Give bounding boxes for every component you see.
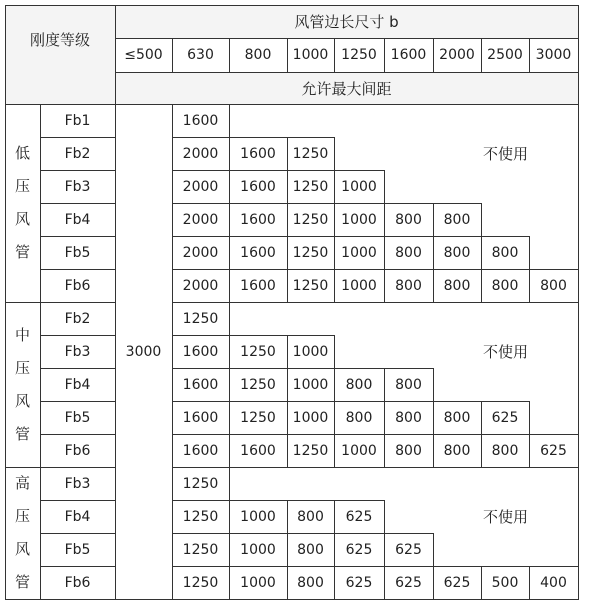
grid-line (433, 401, 434, 435)
grid-line (578, 566, 579, 600)
grid-line (5, 599, 579, 600)
grid-line (40, 335, 116, 336)
value-cell: 1600 (182, 376, 219, 393)
grade-cell: Fb6 (64, 442, 91, 459)
grid-line (334, 203, 335, 237)
grid-line (287, 368, 288, 402)
grid-line (287, 434, 288, 468)
value-cell: 1250 (292, 211, 329, 228)
size-col-5: 1600 (390, 47, 427, 63)
grade-cell: Fb3 (64, 475, 91, 492)
value-cell: 2000 (182, 277, 219, 294)
grid-line (334, 236, 335, 270)
value-cell: 800 (395, 211, 422, 228)
grid-line (334, 566, 335, 600)
grid-line (384, 401, 385, 435)
grid-line (287, 533, 288, 567)
grade-cell: Fb5 (64, 409, 91, 426)
grade-cell: Fb4 (64, 211, 91, 228)
value-cell: 1000 (240, 508, 276, 525)
value-cell: 1250 (240, 376, 276, 393)
grid-line (287, 170, 288, 204)
grid-line (40, 401, 116, 402)
value-cell: 1000 (341, 244, 377, 261)
value-cell: 800 (395, 442, 422, 459)
value-cell: 800 (491, 442, 519, 459)
grid-line (529, 38, 530, 73)
grid-line (433, 434, 434, 468)
grid-line (40, 170, 116, 171)
value-cell: 1250 (292, 277, 329, 294)
grid-line (229, 467, 230, 501)
grid-line (172, 368, 434, 369)
value-cell: 625 (395, 541, 422, 558)
grid-line (229, 401, 230, 435)
grid-line (334, 38, 335, 73)
value-cell: 1600 (182, 409, 219, 426)
grid-line (334, 269, 335, 303)
value-cell: 1600 (240, 145, 276, 162)
grid-line (229, 236, 230, 270)
not-used-label-1: 不使用 (482, 343, 528, 361)
grid-line (229, 104, 230, 138)
spacing-header-label: 允许最大间距 (301, 79, 392, 98)
size-col-2: 800 (244, 47, 272, 63)
value-cell: 800 (443, 442, 471, 459)
grid-line (172, 500, 385, 501)
grid-line (229, 434, 230, 468)
grid-line (433, 269, 434, 303)
value-cell: 1250 (292, 442, 329, 459)
size-col-8: 3000 (535, 47, 572, 63)
grid-line (529, 401, 530, 435)
grid-line (334, 368, 335, 402)
grade-cell: Fb5 (64, 244, 91, 261)
grade-cell: Fb2 (64, 145, 91, 162)
grid-line (172, 566, 579, 567)
value-cell: 1250 (182, 541, 219, 558)
grid-line (481, 38, 482, 73)
grid-line (481, 203, 482, 237)
value-cell: 1000 (341, 211, 377, 228)
grid-line (384, 500, 385, 534)
grid-line (172, 203, 482, 204)
grid-line (172, 335, 335, 336)
grid-line (229, 38, 230, 73)
grid-line (433, 203, 434, 237)
grid-line (334, 533, 335, 567)
value-cell: 1000 (341, 442, 377, 459)
grade-cell: Fb4 (64, 376, 91, 393)
grade-cell: Fb3 (64, 178, 91, 195)
grid-line (229, 368, 230, 402)
size-col-1: 630 (187, 47, 214, 63)
value-cell: 1600 (182, 343, 219, 360)
value-cell: 800 (443, 244, 471, 261)
size-header-label: 风管边长尺寸 b (294, 13, 399, 31)
group-name-char: 低 (14, 144, 30, 162)
grid-line (578, 434, 579, 468)
value-cell: 800 (443, 211, 471, 228)
value-cell: 800 (491, 277, 519, 294)
group-name-2 (5, 467, 40, 599)
value-cell: 625 (491, 409, 519, 426)
value-cell: 1600 (182, 112, 219, 129)
group-name-char: 管 (14, 424, 30, 443)
value-cell: 1000 (341, 178, 377, 195)
grid-line (40, 566, 116, 567)
group-name-char: 管 (14, 573, 30, 591)
value-cell: 1250 (240, 343, 276, 360)
value-cell: 1250 (182, 508, 219, 525)
grid-line (172, 236, 530, 237)
grid-line (334, 170, 335, 204)
value-cell: 800 (345, 409, 373, 426)
size-col-3: 1000 (292, 47, 329, 63)
value-cell: 625 (345, 508, 373, 525)
grid-line (172, 302, 579, 303)
value-cell: 800 (540, 277, 567, 294)
grade-cell: Fb4 (64, 508, 91, 525)
grade-cell: Fb3 (64, 343, 91, 360)
grid-line (172, 104, 173, 600)
grid-line (384, 368, 385, 402)
group-name-char: 风 (14, 540, 30, 558)
grid-line (229, 566, 230, 600)
value-cell: 800 (491, 244, 519, 261)
grid-line (40, 236, 116, 237)
grid-line (481, 566, 482, 600)
grid-line (433, 38, 434, 73)
grid-line (172, 302, 230, 303)
grid-line (172, 467, 230, 468)
group-name-char: 中 (14, 325, 30, 344)
value-cell: 800 (395, 277, 422, 294)
grid-line (40, 500, 116, 501)
grid-line (529, 269, 530, 303)
grid-line (529, 566, 530, 600)
grid-line (384, 236, 385, 270)
value-cell: 1000 (240, 541, 276, 558)
grid-line (384, 203, 385, 237)
value-cell: 1250 (292, 244, 329, 261)
grid-line (334, 500, 335, 534)
grid-line (40, 203, 116, 204)
grid-line (40, 269, 116, 270)
size-col-4: 1250 (341, 47, 377, 63)
grade-cell: Fb2 (64, 310, 91, 327)
grid-line (40, 104, 116, 105)
grid-line (229, 170, 230, 204)
grid-line (229, 302, 230, 336)
grid-line (229, 203, 230, 237)
value-cell: 800 (395, 409, 422, 426)
value-cell: 625 (540, 442, 567, 459)
grade-cell: Fb5 (64, 541, 91, 558)
size-col-7: 2500 (487, 47, 523, 63)
grid-line (287, 269, 288, 303)
grid-line (433, 236, 434, 270)
value-cell: 2000 (182, 178, 219, 195)
group-name-char: 压 (14, 358, 30, 377)
grid-line (172, 104, 230, 105)
value-cell: 1600 (240, 277, 276, 294)
group-name-char: 压 (14, 507, 30, 525)
grade-header-label: 刚度等级 (29, 31, 90, 49)
grid-line (172, 170, 385, 171)
group-name-0 (5, 104, 40, 302)
value-cell: 2000 (182, 211, 219, 228)
group-name-1 (5, 302, 40, 467)
grid-line (384, 566, 385, 600)
grid-line (529, 236, 530, 270)
value-cell: 1250 (292, 145, 329, 162)
grid-line (40, 467, 116, 468)
grid-line (172, 137, 335, 138)
value-cell: 800 (395, 376, 422, 393)
group-name-char: 管 (14, 243, 30, 261)
grid-line (40, 302, 116, 303)
group-name-char: 风 (14, 210, 30, 228)
value-cell: 625 (443, 574, 471, 591)
grid-line (334, 137, 335, 171)
grid-line (287, 500, 288, 534)
value-cell: 1600 (182, 442, 219, 459)
grid-line (481, 434, 482, 468)
group-name-char: 压 (14, 177, 30, 195)
value-cell: 625 (395, 574, 422, 591)
grade-cell: Fb6 (64, 574, 91, 591)
grid-line (172, 533, 434, 534)
value-cell: 1000 (292, 343, 329, 360)
value-cell: 1250 (182, 574, 219, 591)
value-cell: 2000 (182, 145, 219, 162)
grade-cell: Fb1 (64, 112, 91, 129)
grid-line (433, 566, 434, 600)
grid-line (334, 434, 335, 468)
value-cell: 800 (297, 574, 324, 591)
value-cell: 500 (491, 574, 519, 591)
grid-line (578, 269, 579, 303)
grid-line (433, 368, 434, 402)
value-cell: 625 (345, 574, 373, 591)
grid-line (172, 269, 579, 270)
not-used-label-2: 不使用 (482, 508, 528, 526)
grid-line (384, 38, 385, 73)
grid-line (115, 72, 579, 73)
value-cell: 625 (345, 541, 373, 558)
grid-line (172, 401, 530, 402)
value-cell: 1600 (240, 442, 276, 459)
grid-line (287, 203, 288, 237)
grid-line (229, 137, 230, 171)
value-cell: 400 (540, 574, 567, 591)
grid-line (229, 269, 230, 303)
value-cell: 800 (345, 376, 373, 393)
grid-line (481, 269, 482, 303)
value-cell: 1600 (240, 211, 276, 228)
value-cell: 1600 (240, 178, 276, 195)
grid-line (172, 434, 579, 435)
grid-line (384, 533, 385, 567)
grid-line (229, 533, 230, 567)
grid-line (229, 500, 230, 534)
value-cell: 1250 (292, 178, 329, 195)
grid-line (287, 335, 288, 369)
grid-line (384, 269, 385, 303)
value-cell: 2000 (182, 244, 219, 261)
grid-line (287, 38, 288, 73)
group-name-char: 高 (14, 474, 30, 492)
grid-line (229, 335, 230, 369)
grade-cell: Fb6 (64, 277, 91, 294)
grid-line (5, 5, 579, 6)
grid-line (40, 368, 116, 369)
value-cell: 1000 (292, 376, 329, 393)
grid-line (529, 434, 530, 468)
grid-line (433, 533, 434, 567)
grid-line (384, 434, 385, 468)
grid-line (481, 401, 482, 435)
grid-line (287, 137, 288, 171)
grid-line (40, 533, 116, 534)
grid-line (334, 401, 335, 435)
grid-line (287, 236, 288, 270)
value-cell: 1000 (341, 277, 377, 294)
value-cell: 800 (395, 244, 422, 261)
grid-line (334, 335, 335, 369)
value-cell: 800 (443, 409, 471, 426)
value-cell: 800 (297, 541, 324, 558)
group-name-char: 风 (14, 391, 30, 410)
grid-line (481, 236, 482, 270)
value-cell: 1000 (240, 574, 276, 591)
grid-line (172, 467, 579, 468)
grid-line (384, 170, 385, 204)
size-col-6: 2000 (439, 47, 475, 63)
merged-3000-cell: 3000 (125, 343, 162, 360)
grid-line (172, 38, 173, 73)
value-cell: 1250 (182, 475, 219, 492)
size-col-0: ≤500 (124, 47, 163, 63)
grid-line (287, 566, 288, 600)
grid-line (40, 137, 116, 138)
value-cell: 800 (443, 277, 471, 294)
grid-line (115, 38, 579, 39)
value-cell: 1600 (240, 244, 276, 261)
value-cell: 800 (297, 508, 324, 525)
value-cell: 1250 (182, 310, 219, 327)
grid-line (40, 434, 116, 435)
value-cell: 1000 (292, 409, 329, 426)
not-used-label-0: 不使用 (482, 145, 528, 163)
value-cell: 1250 (240, 409, 276, 426)
grid-line (287, 401, 288, 435)
